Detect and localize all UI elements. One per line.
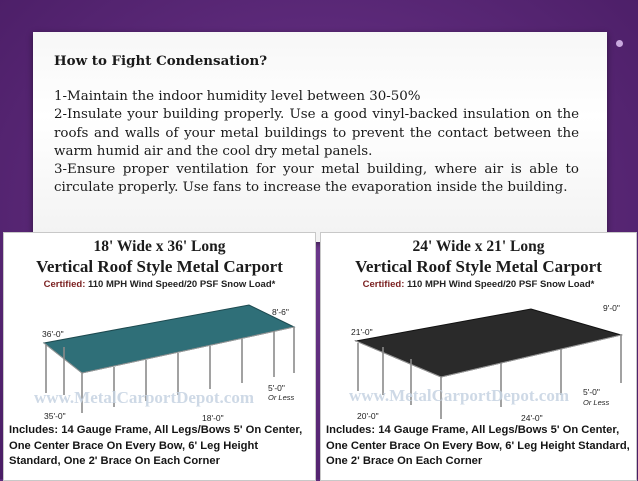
carport-size-title: 18' Wide x 36' Long	[93, 238, 226, 255]
paragraph-2: 2-Insulate your building properly. Use a good vinyl-backed insulation on the roofs and walls of your metal buildings to prevent the contact between the warm humid air and the cool dry metal panels.	[54, 107, 579, 159]
dim-width: 24'-0"	[521, 413, 543, 423]
certified-text: 110 MPH Wind Speed/20 PSF Snow Load*	[404, 279, 595, 290]
carport-drawing	[4, 295, 315, 423]
dim-leg-note: Or Less	[268, 393, 295, 402]
decorative-dot	[616, 40, 623, 47]
watermark-text: www.MetalCarportDepot.com	[349, 386, 569, 405]
paragraph-3: 3-Ensure proper ventilation for your metal building, where air is able to circulate properly. Use fans to increase the evaporation inside the building.	[54, 162, 579, 196]
carport-style-title: Vertical Roof Style Metal Carport	[36, 257, 283, 276]
includes-text: Includes: 14 Gauge Frame, All Legs/Bows 5' On Center, One Center Brace On Every Bow, 6' Leg Height Standard, One 2' Brace On Each Corner	[326, 424, 630, 468]
carport-roof	[356, 309, 621, 377]
certification-line	[4, 279, 315, 290]
carport-size-title: 24' Wide x 21' Long	[412, 238, 545, 255]
dim-length-bottom: 20'-0"	[357, 411, 379, 421]
dim-length: 36'-0"	[42, 329, 64, 339]
carport-roof	[44, 305, 294, 373]
text-content	[54, 52, 579, 197]
dim-width: 18'-0"	[202, 413, 224, 423]
includes-text: Includes: 14 Gauge Frame, All Legs/Bows 5' On Center, One Center Brace On Every Bow, 6' Leg Height Standard, One 2' Brace On Each Corner	[9, 424, 303, 468]
dim-leg: 5'-0"	[268, 383, 285, 393]
certified-text: 110 MPH Wind Speed/20 PSF Snow Load*	[85, 279, 276, 290]
certified-label: Certified:	[362, 279, 405, 290]
watermark-text: www.MetalCarportDepot.com	[34, 388, 254, 407]
dim-length: 21'-0"	[351, 327, 373, 337]
carport-style-title: Vertical Roof Style Metal Carport	[355, 257, 602, 276]
carport-card-18x36	[3, 232, 316, 481]
carport-drawing	[321, 295, 636, 423]
dim-length-bottom: 35'-0"	[44, 411, 66, 421]
carport-card-24x21	[320, 232, 637, 481]
slide-heading: How to Fight Condensation?	[54, 53, 268, 69]
dim-leg: 5'-0"	[583, 387, 600, 397]
certified-label: Certified:	[43, 279, 86, 290]
dim-height: 8'-6"	[272, 307, 289, 317]
dim-height: 9'-0"	[603, 303, 620, 313]
dim-leg-note: Or Less	[583, 398, 610, 407]
certification-line	[321, 279, 636, 290]
paragraph-1: 1-Maintain the indoor humidity level between 30-50%	[54, 89, 421, 105]
